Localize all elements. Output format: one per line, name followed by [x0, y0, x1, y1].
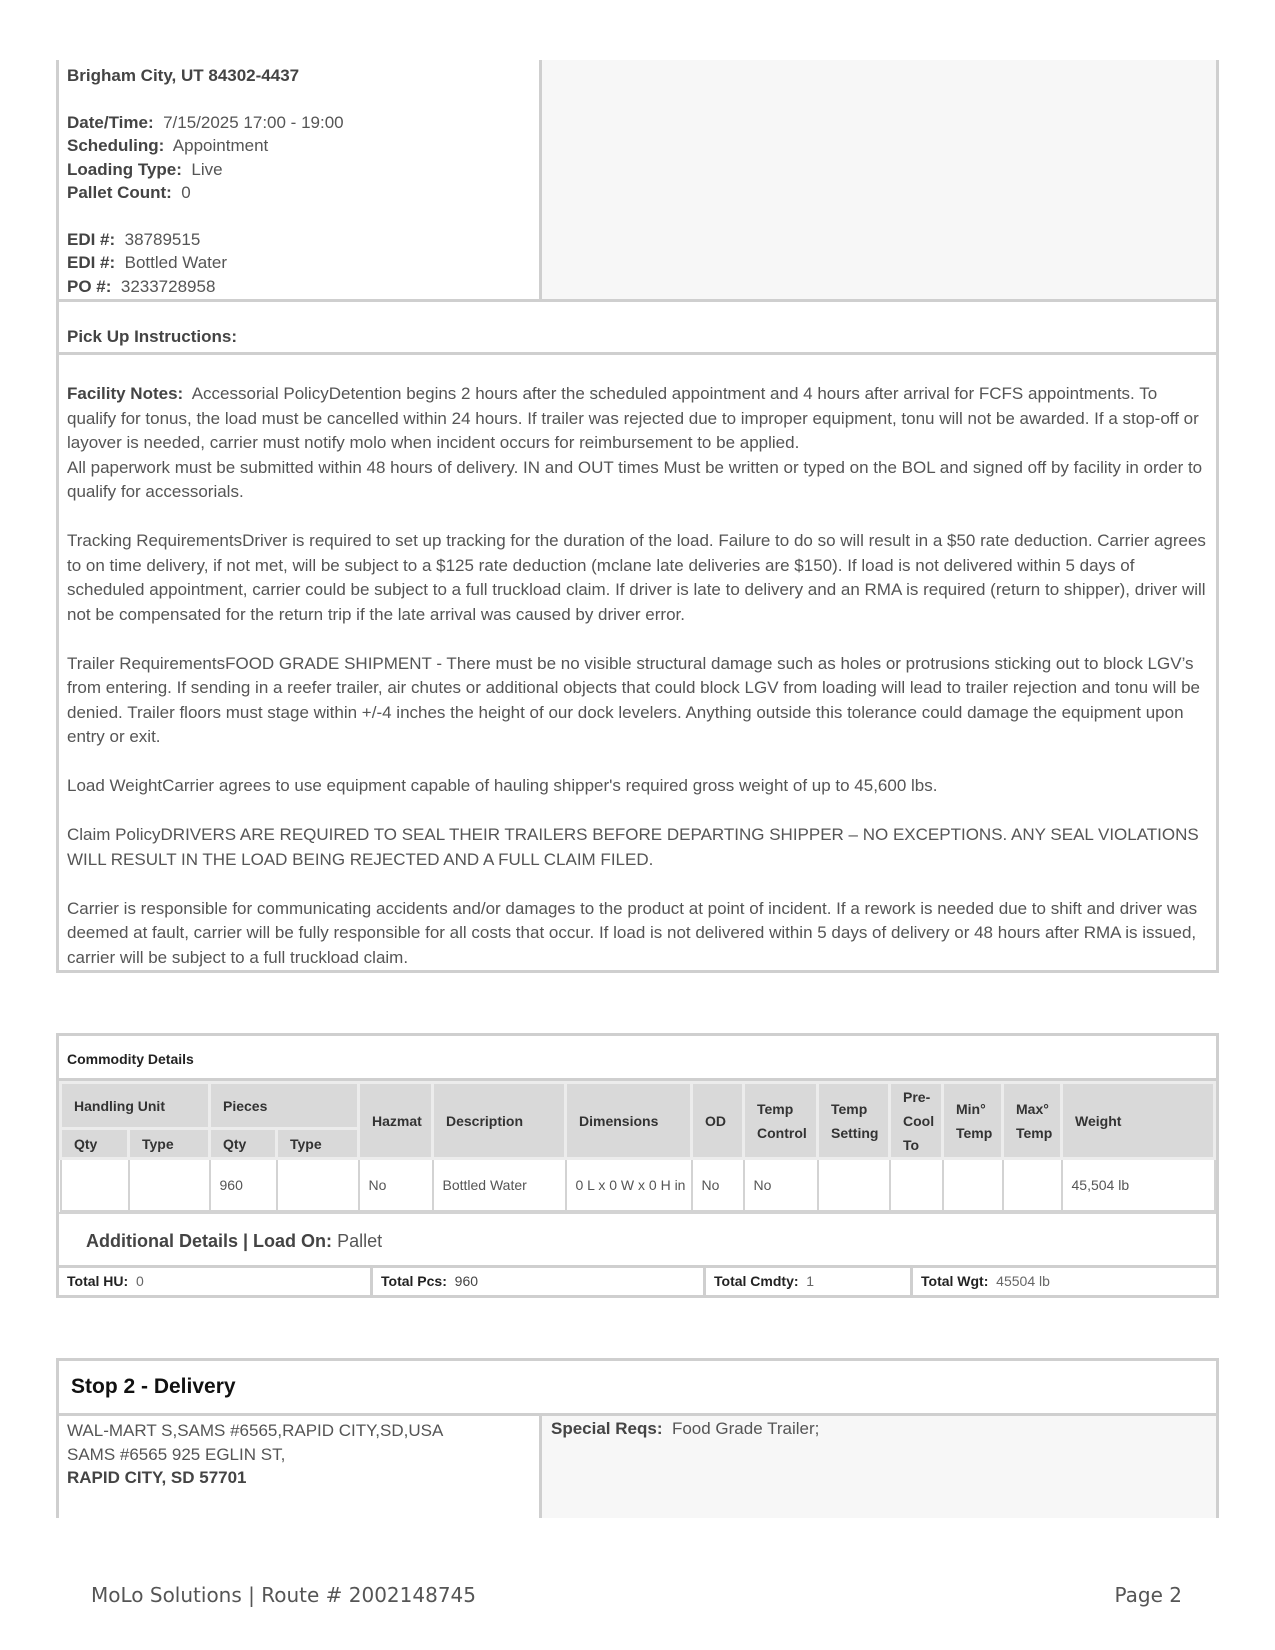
- header-dimensions: Dimensions: [566, 1083, 692, 1159]
- pickup-instructions-label: Pick Up Instructions:: [56, 302, 1219, 355]
- total-wgt: Total Wgt: 45504 lb: [921, 1272, 1050, 1289]
- special-reqs-value: Food Grade Trailer;: [671, 1419, 820, 1438]
- total-cmdty: Total Cmdty: 1: [706, 1268, 913, 1297]
- edi-number-field: EDI #: 38789515: [67, 229, 201, 249]
- stop2-body: [59, 1416, 1216, 1518]
- cell-pc-qty: 960: [210, 1159, 277, 1211]
- cell-temp-control: No: [744, 1159, 818, 1211]
- header-temp-setting: Temp Setting: [818, 1083, 890, 1159]
- header-weight: Weight: [1062, 1083, 1215, 1159]
- cell-pre-cool: [890, 1159, 943, 1211]
- scheduling-field: Scheduling: Appointment: [67, 136, 269, 155]
- header-temp-control: Temp Control: [744, 1083, 818, 1159]
- facility-notes-para-2: All paperwork must be submitted within 48 hours of delivery. IN and OUT times Must be written or typed on the BOL and signed off by facility in order to qualify for accessorials.: [67, 457, 1203, 501]
- totals-row: [59, 1268, 1216, 1297]
- header-hu-qty: Qty: [61, 1129, 129, 1159]
- header-min-temp: Min° Temp: [943, 1083, 1003, 1159]
- stop2-address-line-2: SAMS #6565 925 EGLIN ST,: [67, 1444, 286, 1464]
- carrier-responsibility: Carrier is responsible for communicating accidents and/or damages to the product at point of incident. If a rework is needed due to shift and driver was deemed at fault, carrier will be fully responsible for all costs that occur. If load is not delivered within 5 days of delivery or 48 hours after RMA is issued, carrier will be subject to a full truckload claim.: [67, 898, 1198, 967]
- total-pcs: Total Pcs: 960: [373, 1268, 706, 1297]
- header-max-temp: Max° Temp: [1003, 1083, 1062, 1159]
- stop2-special-reqs: [542, 1416, 1216, 1518]
- stop2-city-line: RAPID CITY, SD 57701: [67, 1468, 247, 1487]
- po-number-field: PO #: 3233728958: [67, 276, 216, 296]
- special-reqs-label: Special Reqs:: [551, 1419, 663, 1438]
- cell-max-temp: [1003, 1159, 1062, 1211]
- pallet-count-field: Pallet Count: 0: [67, 183, 191, 202]
- header-pieces: Pieces: [210, 1083, 359, 1129]
- cell-dimensions: 0 L x 0 W x 0 H in: [566, 1159, 692, 1211]
- cell-temp-setting: [818, 1159, 890, 1211]
- footer-route: MoLo Solutions | Route # 2002148745: [91, 1583, 476, 1607]
- cell-pc-type: [277, 1159, 359, 1211]
- header-handling-unit: Handling Unit: [61, 1083, 210, 1129]
- load-on-value: Pallet: [337, 1230, 383, 1251]
- cell-od: No: [692, 1159, 744, 1211]
- header-pc-qty: Qty: [210, 1129, 277, 1159]
- footer-page-number: Page 2: [1114, 1583, 1182, 1607]
- edi-description-field: EDI #: Bottled Water: [67, 253, 227, 272]
- stop2-address-line-1: WAL-MART S,SAMS #6565,RAPID CITY,SD,USA: [67, 1421, 444, 1440]
- date-time-field: Date/Time: 7/15/2025 17:00 - 19:00: [67, 112, 344, 132]
- header-pc-type: Type: [277, 1129, 359, 1159]
- commodity-details: [56, 1033, 1219, 1298]
- table-row: [61, 1159, 1215, 1211]
- load-weight: Load WeightCarrier agrees to use equipment capable of hauling shipper's required gross weight of up to 45,600 lbs.: [67, 776, 938, 795]
- facility-notes: [56, 355, 1219, 973]
- cell-min-temp: [943, 1159, 1003, 1211]
- stop2-title: Stop 2 - Delivery: [59, 1361, 1216, 1416]
- header-description: Description: [433, 1083, 566, 1159]
- cell-description: Bottled Water: [433, 1159, 566, 1211]
- trailer-requirements: Trailer RequirementsFOOD GRADE SHIPMENT - There must be no visible structural damage such as holes or protrusions sticking out to block LGV’s from entering. If sending in a reefer trailer, air chutes or additional objects that could block LGV from loading will lead to trailer rejection and tonu will be denied. Trailer floors must stage within +/-4 inches the height of our dock levelers. Anything outside this tolerance could damage the equipment upon entry or exit.: [67, 653, 1200, 746]
- additional-details: [59, 1212, 1216, 1268]
- loading-type-field: Loading Type: Live: [67, 159, 223, 179]
- commodity-title: Commodity Details: [59, 1036, 1216, 1081]
- header-pre-cool: Pre-Cool To: [890, 1083, 943, 1159]
- total-hu: Total HU: 0: [59, 1268, 373, 1297]
- stop2-address: [59, 1416, 542, 1518]
- cell-hazmat: No: [359, 1159, 433, 1211]
- stop2-section: [56, 1358, 1219, 1518]
- commodity-table: [59, 1081, 1216, 1212]
- claim-policy: Claim PolicyDRIVERS ARE REQUIRED TO SEAL THEIR TRAILERS BEFORE DEPARTING SHIPPER – NO EXCEPTIONS. ANY SEAL VIOLATIONS WILL RESULT IN THE LOAD BEING REJECTED AND A FULL CLAIM FILED.: [67, 825, 1199, 869]
- facility-notes-para-1: Facility Notes: Accessorial PolicyDetention begins 2 hours after the scheduled appointment and 4 hours after arrival for FCFS appointments. To qualify for tonus, the load must be cancelled within 24 hours. If trailer was rejected due to improper equipment, tonu will not be awarded. If a stop-off or layover is needed, carrier must notify molo when incident occurs for reimbursement to be applied.: [67, 384, 1199, 452]
- header-hu-type: Type: [129, 1129, 210, 1159]
- stop1-details: [56, 60, 1219, 302]
- header-od: OD: [692, 1083, 744, 1159]
- header-hazmat: Hazmat: [359, 1083, 433, 1159]
- cell-hu-qty: [61, 1159, 129, 1211]
- stop1-side-panel: [542, 60, 1216, 299]
- tracking-requirements: Tracking RequirementsDriver is required to set up tracking for the duration of the load. Failure to do so will result in a $50 rate deduction. Carrier agrees to on time delivery, if not met, will be subject to a $125 rate deduction (mclane late deliveries are $150). If load is not delivered within 5 days of scheduled appointment, carrier could be subject to a full truckload claim. If driver is late to delivery and an RMA is required (return to shipper), driver will not be compensated for the return trip if the late arrival was caused by driver error.: [67, 531, 1206, 624]
- cell-hu-type: [129, 1159, 210, 1211]
- cell-weight: 45,504 lb: [1062, 1159, 1215, 1211]
- stop1-address-column: [59, 60, 542, 299]
- stop1-city-line: Brigham City, UT 84302-4437: [67, 66, 300, 85]
- additional-details-label: Additional Details | Load On:: [86, 1230, 333, 1251]
